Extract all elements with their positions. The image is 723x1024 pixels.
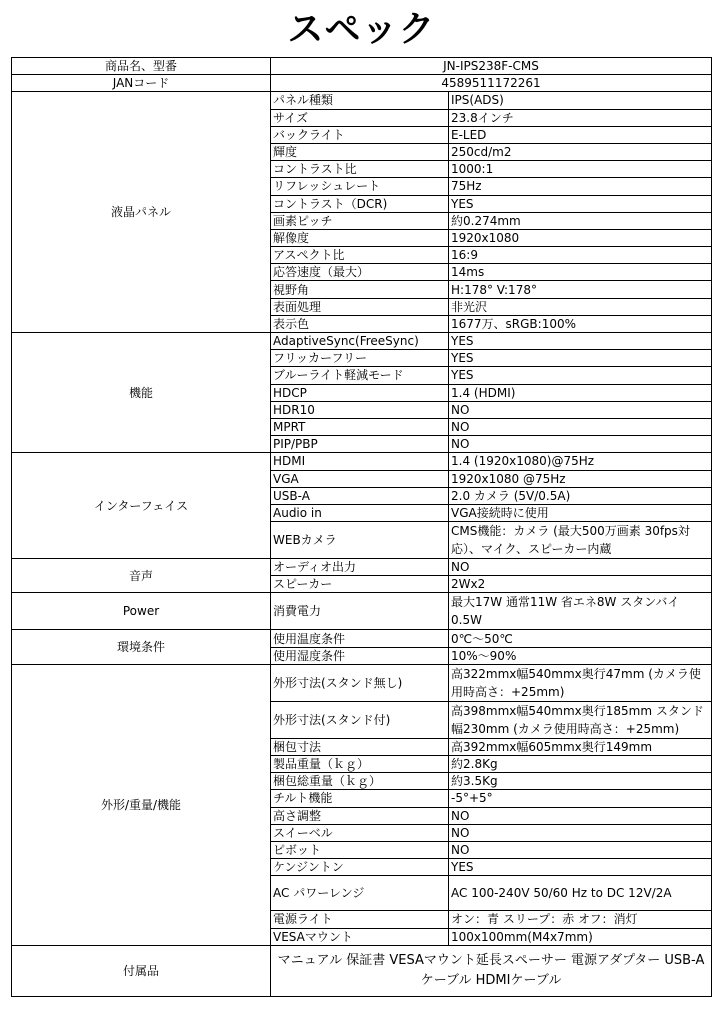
spec-label: PIP/PBP xyxy=(271,436,449,453)
spec-label: HDR10 xyxy=(271,401,449,418)
spec-label: パネル種類 xyxy=(271,92,449,109)
spec-value: AC 100-240V 50/60 Hz to DC 12V/2A xyxy=(449,876,712,911)
spec-label: 視野角 xyxy=(271,281,449,298)
spec-label: チルト機能 xyxy=(271,790,449,807)
spec-value: YES xyxy=(449,859,712,876)
spec-label: コントラスト（DCR) xyxy=(271,195,449,212)
spec-label: USB-A xyxy=(271,487,449,504)
category-cell: 付属品 xyxy=(12,945,271,996)
spec-value: IPS(ADS) xyxy=(449,92,712,109)
spec-value: 75Hz xyxy=(449,178,712,195)
spec-label: 表面処理 xyxy=(271,298,449,315)
spec-value: 高392mmx幅605mmx奥行149mm xyxy=(449,738,712,755)
category-cell: 音声 xyxy=(12,559,271,593)
spec-value: CMS機能：カメラ (最大500万画素 30fps対応）、マイク、スピーカー内蔵 xyxy=(449,522,712,559)
page-title: スペック xyxy=(287,9,436,50)
table-row xyxy=(12,593,712,630)
spec-value: 最大17W 通常11W 省エネ8W スタンバイ0.5W xyxy=(449,593,712,630)
spec-value: 高322mmx幅540mmx奥行47mm (カメラ使用時高さ：+25mm) xyxy=(449,664,712,701)
table-row xyxy=(12,664,712,701)
spec-value: NO xyxy=(449,436,712,453)
spec-label: VGA xyxy=(271,470,449,487)
table-row xyxy=(12,75,712,92)
spec-value: YES xyxy=(449,333,712,350)
spec-value: 2.0 カメラ (5V/0.5A) xyxy=(449,487,712,504)
table-row xyxy=(12,92,712,109)
spec-label: リフレッシュレート xyxy=(271,178,449,195)
spec-label: 使用湿度条件 xyxy=(271,647,449,664)
spec-label: スイーベル xyxy=(271,824,449,841)
spec-value: NO xyxy=(449,824,712,841)
spec-value: 約3.5Kg xyxy=(449,773,712,790)
row-value: JN-IPS238F-CMS xyxy=(271,58,712,75)
spec-value: NO xyxy=(449,807,712,824)
spec-value: 約0.274mm xyxy=(449,212,712,229)
spec-label: 応答速度（最大） xyxy=(271,264,449,281)
table-row xyxy=(12,453,712,470)
spec-value: 0℃～50℃ xyxy=(449,630,712,647)
spec-value: 高398mmx幅540mmx奥行185mm スタンド幅230mm (カメラ使用時高さ：+25mm) xyxy=(449,701,712,738)
spec-value: 1677万、sRGB:100% xyxy=(449,315,712,332)
spec-label: 画素ピッチ xyxy=(271,212,449,229)
spec-label: スピーカー xyxy=(271,576,449,593)
spec-label: AC パワーレンジ xyxy=(271,876,449,911)
spec-value: H:178° V:178° xyxy=(449,281,712,298)
spec-label: オーディオ出力 xyxy=(271,559,449,576)
spec-label: WEBカメラ xyxy=(271,522,449,559)
spec-label: 高さ調整 xyxy=(271,807,449,824)
row-value: 4589511172261 xyxy=(271,75,712,92)
spec-label: 外形寸法(スタンド付) xyxy=(271,701,449,738)
category-cell: インターフェイス xyxy=(12,453,271,559)
category-cell: 液晶パネル xyxy=(12,92,271,333)
spec-value: 1000:1 xyxy=(449,161,712,178)
spec-label: 解像度 xyxy=(271,229,449,246)
accessories-value: マニュアル 保証書 VESAマウント延長スペーサー 電源アダプター USB-Aケーブル HDMIケーブル xyxy=(271,945,712,996)
spec-value: NO xyxy=(449,418,712,435)
spec-value: 23.8インチ xyxy=(449,109,712,126)
spec-label: 使用温度条件 xyxy=(271,630,449,647)
spec-value: 250cd/m2 xyxy=(449,143,712,160)
spec-value: NO xyxy=(449,559,712,576)
spec-table xyxy=(11,57,712,997)
spec-label: 電源ライト xyxy=(271,911,449,928)
spec-value: 10%～90% xyxy=(449,647,712,664)
spec-value: 14ms xyxy=(449,264,712,281)
category-cell: 機能 xyxy=(12,333,271,453)
table-row xyxy=(12,945,712,996)
spec-label: アスペクト比 xyxy=(271,247,449,264)
spec-value: E-LED xyxy=(449,126,712,143)
spec-label: HDMI xyxy=(271,453,449,470)
spec-label: ブルーライト軽減モード xyxy=(271,367,449,384)
spec-value: YES xyxy=(449,195,712,212)
spec-value: NO xyxy=(449,401,712,418)
category-cell: 環境条件 xyxy=(12,630,271,664)
spec-label: AdaptiveSync(FreeSync) xyxy=(271,333,449,350)
spec-label: 表示色 xyxy=(271,315,449,332)
spec-value: -5°+5° xyxy=(449,790,712,807)
spec-label: MPRT xyxy=(271,418,449,435)
spec-value: 100x100mm(M4x7mm) xyxy=(449,928,712,945)
spec-label: Audio in xyxy=(271,504,449,521)
spec-label: フリッカーフリー xyxy=(271,350,449,367)
spec-label: ケンジントン xyxy=(271,859,449,876)
spec-label: 製品重量（ｋｇ） xyxy=(271,756,449,773)
spec-label: サイズ xyxy=(271,109,449,126)
spec-label: HDCP xyxy=(271,384,449,401)
row-label: 商品名、型番 xyxy=(12,58,271,75)
spec-value: 1920x1080 xyxy=(449,229,712,246)
spec-table-body xyxy=(12,58,712,997)
spec-value: 1920x1080 @75Hz xyxy=(449,470,712,487)
spec-label: 外形寸法(スタンド無し) xyxy=(271,664,449,701)
spec-value: NO xyxy=(449,841,712,858)
spec-label: VESAマウント xyxy=(271,928,449,945)
row-label: JANコード xyxy=(12,75,271,92)
spec-value: VGA接続時に使用 xyxy=(449,504,712,521)
spec-value: 2Wx2 xyxy=(449,576,712,593)
spec-label: バックライト xyxy=(271,126,449,143)
category-cell: 外形/重量/機能 xyxy=(12,664,271,945)
spec-label: コントラスト比 xyxy=(271,161,449,178)
spec-value: 1.4 (HDMI) xyxy=(449,384,712,401)
spec-label: 梱包総重量（ｋｇ） xyxy=(271,773,449,790)
spec-value: YES xyxy=(449,350,712,367)
spec-value: YES xyxy=(449,367,712,384)
spec-value: 1.4 (1920x1080)@75Hz xyxy=(449,453,712,470)
spec-value: 16:9 xyxy=(449,247,712,264)
spec-value: 約2.8Kg xyxy=(449,756,712,773)
table-row xyxy=(12,630,712,647)
category-cell: Power xyxy=(12,593,271,630)
spec-value: オン：青 スリープ：赤 オフ：消灯 xyxy=(449,911,712,928)
spec-value: 非光沢 xyxy=(449,298,712,315)
spec-label: 消費電力 xyxy=(271,593,449,630)
spec-label: 梱包寸法 xyxy=(271,738,449,755)
table-row xyxy=(12,559,712,576)
table-row xyxy=(12,58,712,75)
spec-label: 輝度 xyxy=(271,143,449,160)
spec-label: ピボット xyxy=(271,841,449,858)
table-row xyxy=(12,333,712,350)
